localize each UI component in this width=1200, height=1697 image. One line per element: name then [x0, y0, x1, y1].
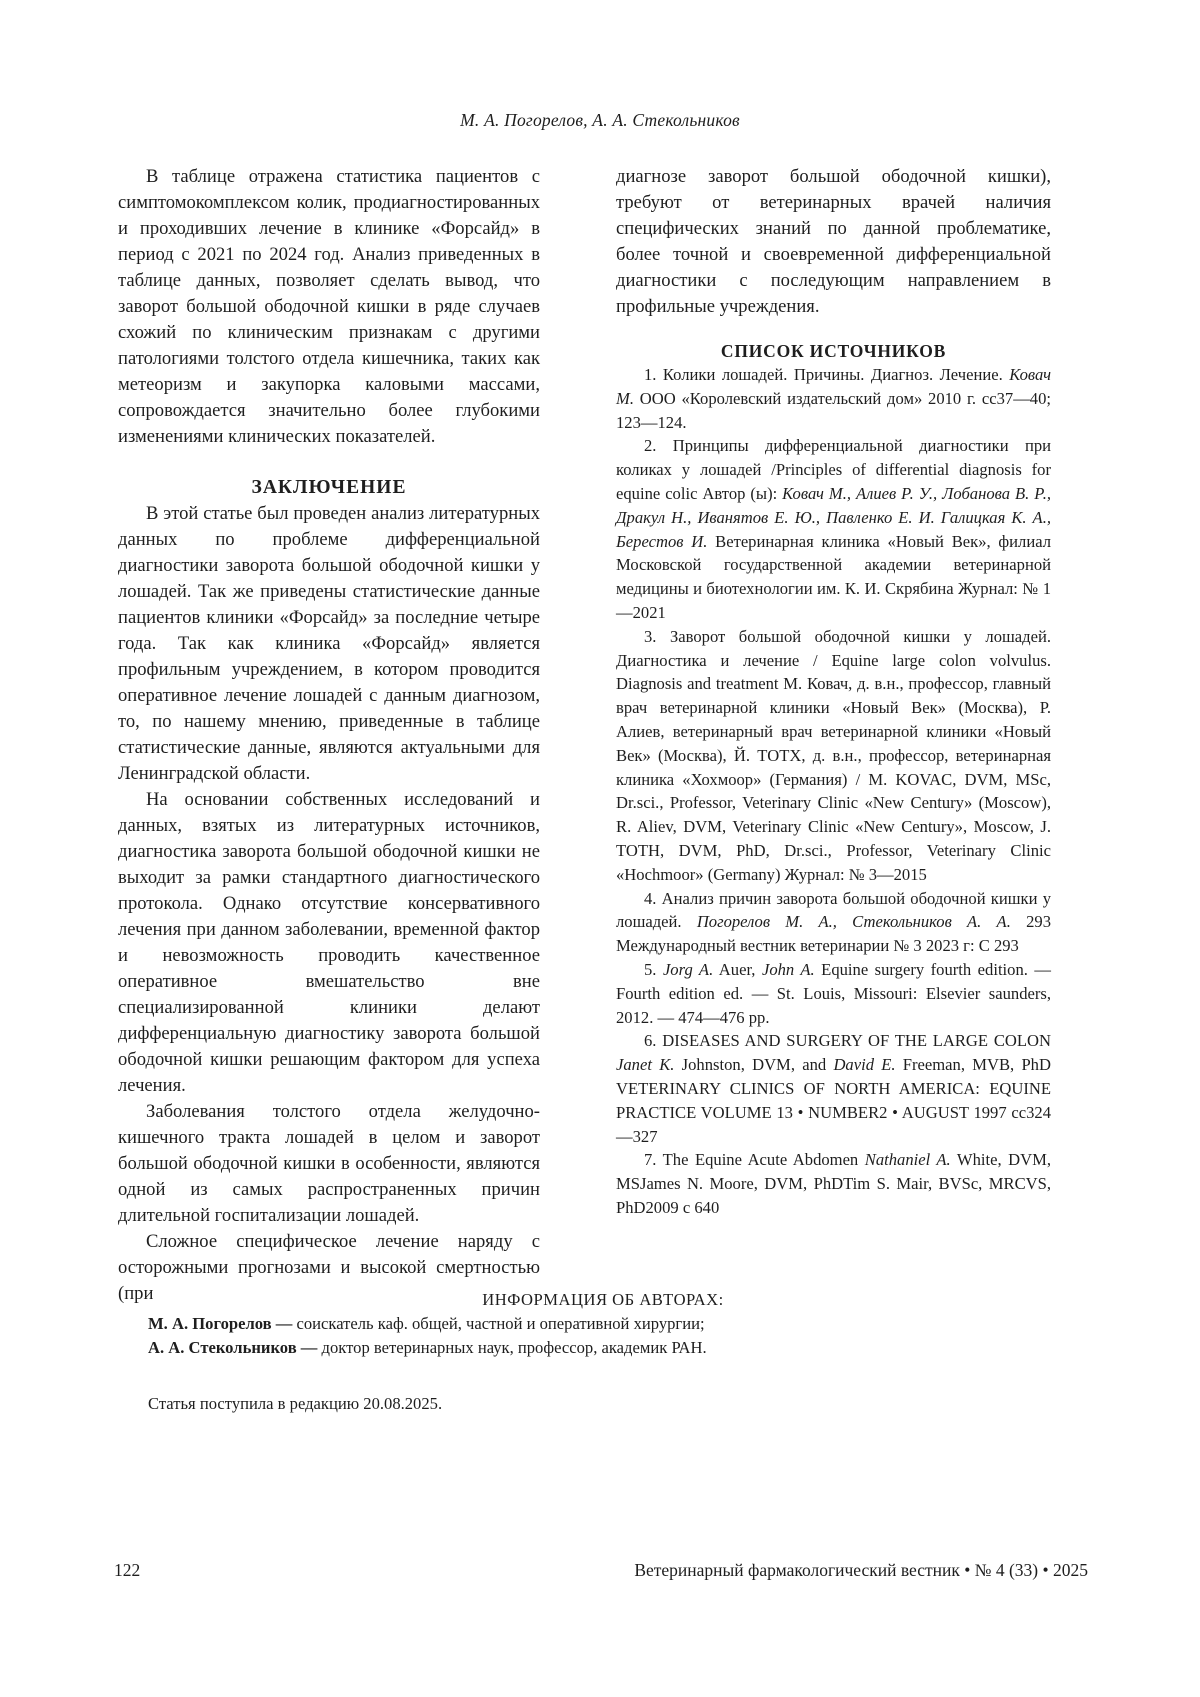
- reference-text: Freeman, MVB, PhD VETERINARY CLINICS OF NORTH AMERICA: EQUINE PRACTICE VOLUME 13 • NUMBER2 • AUGUST 1997 cc324—327: [616, 1055, 1051, 1146]
- continuation-paragraph: диагнозе заворот большой ободочной кишки), требуют от ветеринарных врачей наличия специфических знаний по данной проблематике, более точной и своевременной дифференциальной диагностики с последующим направлением в профильные учреждения.: [616, 166, 1051, 317]
- reference-text: 2. Принципы дифференциальной диагностики при коликах у лошадей /Principles of differential diagnosis for equine colic Автор (ы):: [616, 436, 1051, 503]
- conclusion-paragraph: Сложное специфическое лечение наряду с осторожными прогнозами и высокой смертностью (при: [118, 1231, 540, 1304]
- running-head: М. А. Погорелов, А. А. Стекольников: [460, 110, 740, 130]
- authors-info: [148, 1288, 1058, 1359]
- reference-author: Ковач М., Алиев Р. У., Лобанова В. Р., Дракул Н., Иванятов Е. Ю., Павленко Е. И. Галицкая К. А., Берестов И.: [616, 483, 1051, 551]
- reference-text: 6. DISEASES AND SURGERY OF THE LARGE COLON: [644, 1031, 1051, 1051]
- reference-author: John A.: [761, 959, 815, 979]
- reference-item: [616, 887, 1051, 958]
- journal-name: Ветеринарный фармакологический вестник • № 4 (33) • 2025: [634, 1560, 1088, 1580]
- received-note: Статья поступила в редакцию 20.08.2025.: [148, 1394, 443, 1413]
- reference-text: 7. The Equine Acute Abdomen: [644, 1150, 865, 1170]
- reference-item: [616, 363, 1051, 434]
- references-heading: СПИСОК ИСТОЧНИКОВ: [720, 341, 947, 361]
- authors-info-title: ИНФОРМАЦИЯ ОБ АВТОРАХ:: [482, 1290, 724, 1309]
- author-description: доктор ветеринарных наук, профессор, академик РАН.: [317, 1337, 707, 1357]
- reference-text: 5.: [644, 959, 663, 979]
- reference-text: ООО «Королевский издательский дом» 2010 г. сс37—40; 123—124.: [616, 388, 1051, 432]
- reference-text: Auer,: [713, 959, 762, 979]
- page-footer: [114, 1560, 1088, 1581]
- author-name: М. А. Погорелов —: [148, 1313, 293, 1333]
- reference-text: 3. Заворот большой ободочной кишки у лошадей. Диагностика и лечение / Equine large colon volvulus. Diagnosis and treatment М. Ковач, д. в.н., профессор, главный врач ветеринарной клиники «Новый Век» (Москва), Р. Алиев, ветеринарный врач ветеринарной клиники «Новый Век» (Москва), Й. ТОТХ, д. в.н., профессор, ветеринарная клиника «Хохмоор» (Германия) / M. KOVAC, DVM, MSc, Dr.sci., Professor, Veterinary Clinic «New Century» (Moscow), R. Aliev, DVM, Veterinary Clinic «New Century», Moscow, J. TOTH, DVM, PhD, Dr.sci., Professor, Veterinary Clinic «Hochmoor» (Germany) Журнал: № 3—2015: [616, 626, 1051, 884]
- reference-author: Ковач М.: [616, 365, 1051, 408]
- reference-text: 4. Анализ причин заворота большой ободочной кишки у лошадей.: [616, 888, 1051, 932]
- reference-text: 1. Колики лошадей. Причины. Диагноз. Лечение.: [644, 365, 1010, 384]
- reference-text: White, DVM, MSJames N. Moore, DVM, PhDTim S. Mair, BVSc, MRCVS, PhD2009 c 640: [616, 1150, 1051, 1217]
- conclusion-paragraph: Заболевания толстого отдела желудочно-кишечного тракта лошадей в целом и заворот большой ободочной кишки в особенности, являются одной из самых распространенных причин длительной госпитализации лошадей.: [118, 1101, 540, 1226]
- reference-item: [616, 434, 1051, 624]
- reference-text: Equine surgery fourth edition. — Fourth edition ed. — St. Louis, Missouri: Elsevier saunders, 2012. — 474—476 pp.: [616, 959, 1051, 1027]
- conclusion-heading: ЗАКЛЮЧЕНИЕ: [251, 477, 407, 498]
- reference-item: [616, 1148, 1051, 1219]
- author-description: соискатель каф. общей, частной и оперативной хирургии;: [292, 1313, 705, 1333]
- reference-author: Janet K.: [616, 1055, 675, 1075]
- reference-item: [616, 1029, 1051, 1148]
- author-name: А. А. Стекольников —: [148, 1337, 318, 1357]
- reference-text: Johnston, DVM, and: [674, 1055, 834, 1075]
- conclusion-paragraph: На основании собственных исследований и данных, взятых из литературных источников, диагностика заворота большой ободочной кишки не выходит за рамки стандартного диагностического протокола. Однако отсутствие консервативного лечения при данном заболевании, временной фактор и невозможность проводить качественное оперативное вмешательство вне специализированной клиники делают дифференциальную диагностику заворота большой ободочной кишки решающим фактором для успеха лечения.: [118, 789, 540, 1096]
- reference-text: Ветеринарная клиника «Новый Век», филиал Московской государственной академии ветеринарной медицины и биотехнологии им. К. И. Скрябина Журнал: № 1—2021: [616, 531, 1051, 622]
- author-line: [148, 1312, 1058, 1336]
- left-column: [118, 164, 540, 1307]
- reference-author: Jorg A.: [662, 959, 714, 979]
- conclusion-paragraph: В этой статье был проведен анализ литературных данных по проблеме дифференциальной диагностики заворота большой ободочной кишки у лошадей. Так же приведены статистические данные пациентов клиники «Форсайд» за последние четыре года. Так как клиника «Форсайд» является профильным учреждением, в котором проводится оперативное лечение лошадей с данным диагнозом, то, по нашему мнению, приведенные в таблице статистические данные, являются актуальными для Ленинградской области.: [118, 503, 540, 784]
- author-line: [148, 1336, 1058, 1360]
- reference-text: 293 Международный вестник ветеринарии № 3 2023 г: С 293: [616, 912, 1051, 956]
- reference-author: Погорелов М. А., Стекольников А. А.: [696, 912, 1011, 932]
- right-column: [616, 164, 1051, 1220]
- references-list: [616, 363, 1051, 1220]
- reference-author: David E.: [833, 1055, 896, 1075]
- reference-item: [616, 958, 1051, 1029]
- reference-item: [616, 625, 1051, 887]
- page-number: 122: [114, 1560, 141, 1580]
- reference-author: Nathaniel A.: [864, 1150, 951, 1170]
- intro-paragraph: В таблице отражена статистика пациентов с симптомокомплексом колик, продиагностированных и проходивших лечение в клинике «Форсайд» в период с 2021 по 2024 год. Анализ приведенных в таблице данных, позволяет сделать вывод, что заворот большой ободочной кишки в ряде случаев схожий по клиническим признакам с другими патологиями толстого отдела кишечника, таких как метеоризм и закупорка каловыми массами, сопровождается значительно более глубокими изменениями клинических показателей.: [118, 166, 540, 447]
